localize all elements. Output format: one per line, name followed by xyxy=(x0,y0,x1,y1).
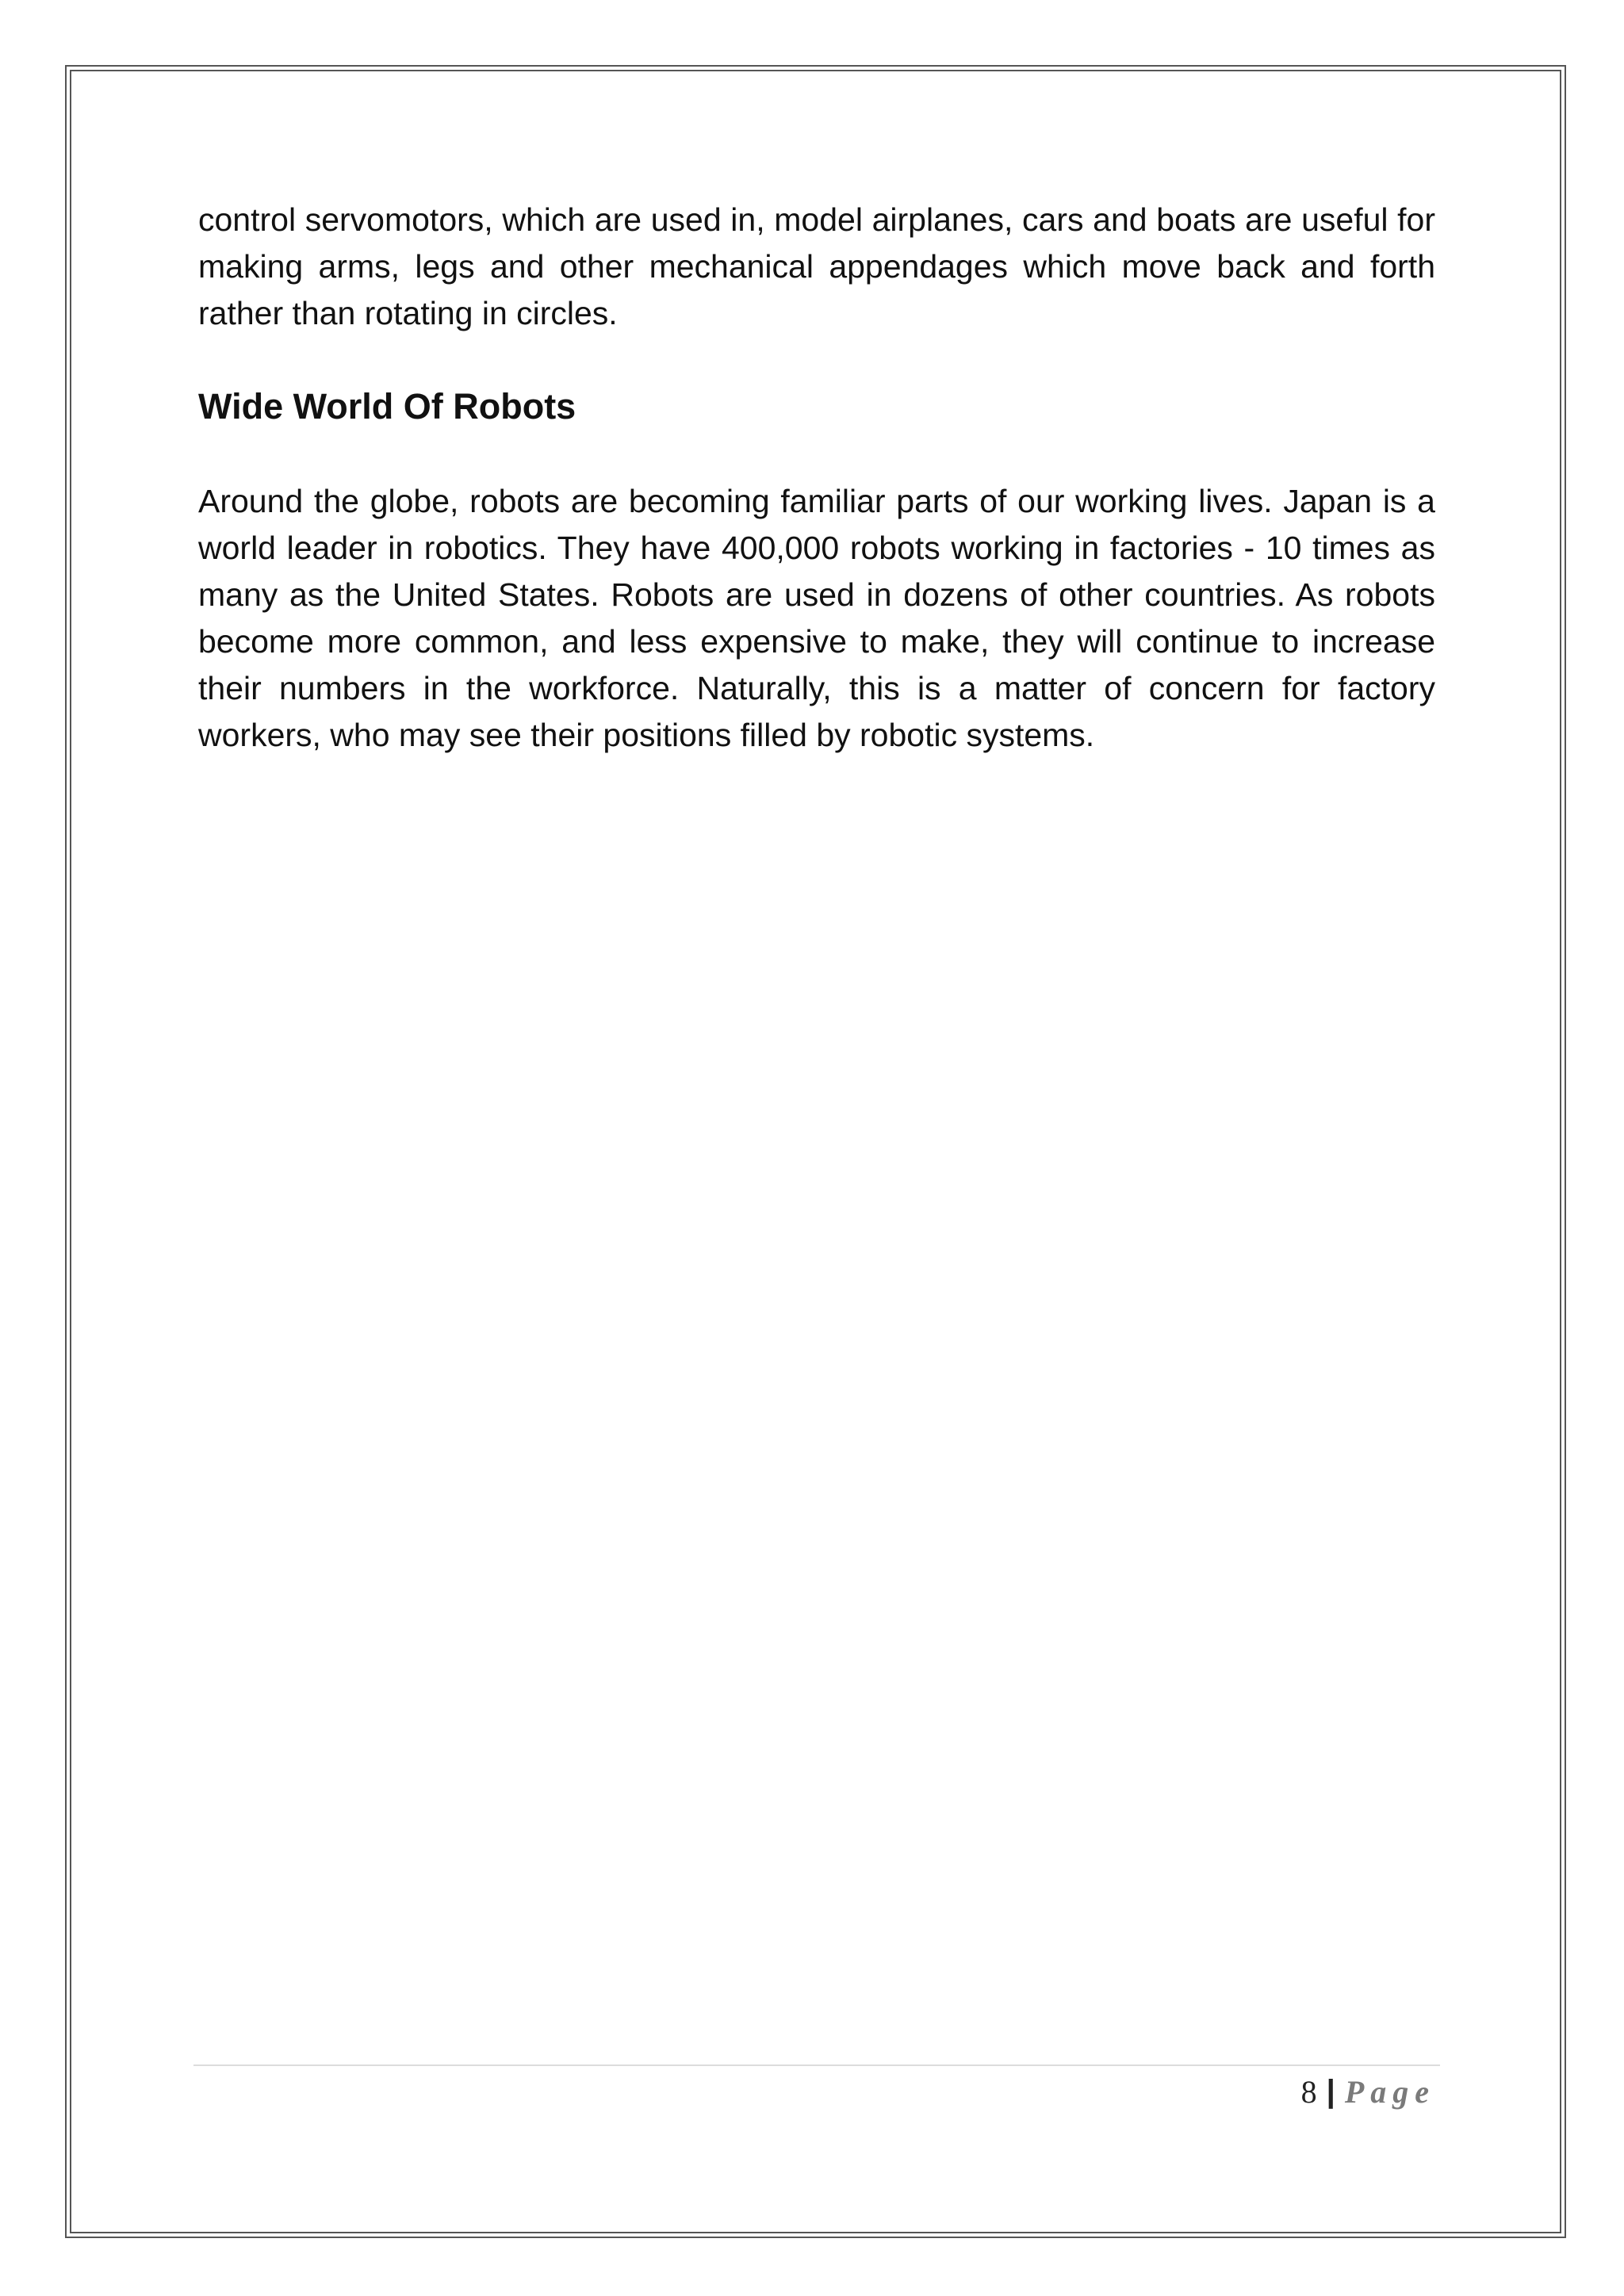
page-content xyxy=(198,197,1435,759)
footer-divider xyxy=(193,2064,1440,2066)
page-number: 8 xyxy=(1300,2073,1317,2110)
world-paragraph: Around the globe, robots are becoming familiar parts of our working lives. Japan is a world leader in robotics. They have 400,000 robots working in factories - 10 times as many as the United States. Robots are used in dozens of other countries. As robots become more common, and less expensive to make, they will continue to increase their numbers in the workforce. Naturally, this is a matter of concern for factory workers, who may see their positions filled by robotic systems. xyxy=(198,483,1435,753)
section-heading: Wide World Of Robots xyxy=(198,386,576,427)
page-footer xyxy=(1301,2068,1435,2115)
intro-paragraph: control servomotors, which are used in, model airplanes, cars and boats are useful for making arms, legs and other mechanical appendages which move back and forth rather than rotating in circles. xyxy=(198,201,1435,331)
page-label: Page xyxy=(1344,2073,1435,2110)
page-separator: | xyxy=(1326,2073,1335,2109)
